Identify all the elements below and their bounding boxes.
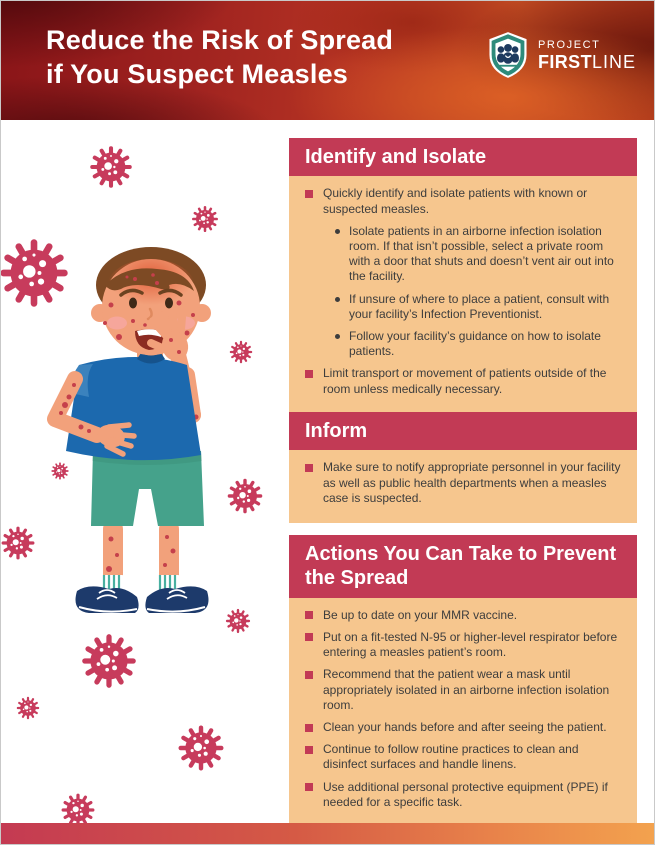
bullet-text: Use additional personal protective equipment (PPE) if needed for a specific task.: [323, 779, 608, 809]
bullet-text: Recommend that the patient wear a mask until appropriately isolated in an airborne infection isolation room.: [323, 667, 610, 712]
bullet-item: [305, 608, 623, 623]
section-header: Identify and Isolate: [289, 138, 637, 176]
section-actions-prevent-spread: [289, 535, 637, 827]
project-firstline-logo: [486, 31, 636, 79]
child-illustration: [41, 239, 283, 642]
sub-bullet-text: If unsure of where to place a patient, consult with your facility’s Infection Preventionist.: [349, 291, 610, 321]
square-bullet-icon: [305, 611, 313, 619]
virus-icon: [175, 722, 227, 774]
logo-wordmark: [538, 40, 636, 71]
square-bullet-icon: [305, 783, 313, 791]
section-header: Inform: [289, 412, 637, 450]
page-title: [46, 23, 393, 91]
section-body: [289, 450, 637, 523]
bullet-text: Quickly identify and isolate patients with known or suspected measles.: [323, 186, 588, 216]
header-banner: [1, 1, 654, 120]
square-bullet-icon: [305, 724, 313, 732]
square-bullet-icon: [305, 633, 313, 641]
section-identify-and-isolate: [289, 138, 637, 414]
section-header: Actions You Can Take to Prevent the Spread: [289, 535, 637, 598]
dot-bullet-icon: [335, 334, 340, 339]
section-inform: [289, 412, 637, 523]
sub-bullet-text: Follow your facility’s guidance on how to isolate patients.: [349, 329, 601, 359]
square-bullet-icon: [305, 464, 313, 472]
bullet-text: Continue to follow routine practices to clean and disinfect surfaces and handle linens.: [323, 742, 579, 772]
section-body: [289, 598, 637, 827]
bullet-text: Put on a fit-tested N-95 or higher-level respirator before entering a measles patient’s room.: [323, 629, 618, 660]
logo-firstline-text: FIRSTLINE: [537, 51, 636, 72]
illustration-area: [1, 120, 289, 825]
dot-bullet-icon: [335, 229, 340, 234]
virus-icon: [190, 204, 220, 234]
bullet-text: Be up to date on your MMR vaccine.: [323, 607, 518, 622]
bullet-item: [305, 630, 623, 660]
sub-bullet-text: Isolate patients in an airborne infection isolation room. If that isn’t possible, select a private room with a door that shuts and doesn’t vent air out into the facility.: [349, 223, 614, 284]
bullet-item: [305, 366, 623, 396]
square-bullet-icon: [305, 190, 313, 198]
square-bullet-icon: [305, 746, 313, 754]
dot-bullet-icon: [335, 297, 340, 302]
sub-bullet-item: [335, 329, 623, 359]
virus-icon: [87, 143, 135, 191]
square-bullet-icon: [305, 370, 313, 378]
sub-bullet-item: [335, 292, 623, 322]
section-body: [289, 176, 637, 413]
footer-bar: [1, 823, 654, 844]
logo-project-text: PROJECT: [537, 38, 601, 51]
bullet-text: Limit transport or movement of patients outside of the room unless medically necessary.: [323, 366, 607, 396]
bullet-item: [305, 742, 623, 772]
square-bullet-icon: [305, 671, 313, 679]
bullet-item: [305, 186, 623, 216]
virus-icon: [0, 524, 37, 562]
title-line-2: if You Suspect Measles: [46, 59, 349, 89]
bullet-item: [305, 720, 623, 735]
bullet-item: [305, 460, 623, 506]
sub-bullet-item: [335, 224, 623, 285]
virus-icon: [15, 695, 41, 721]
title-line-1: Reduce the Risk of Spread: [46, 25, 394, 55]
bullet-text: Clean your hands before and after seeing the patient.: [323, 720, 607, 734]
shield-icon: [486, 31, 530, 79]
bullet-text: Make sure to notify appropriate personnel in your facility as well as public health departments when a measles case is suspected.: [323, 460, 621, 505]
bullet-item: [305, 780, 623, 810]
bullet-item: [305, 667, 623, 713]
